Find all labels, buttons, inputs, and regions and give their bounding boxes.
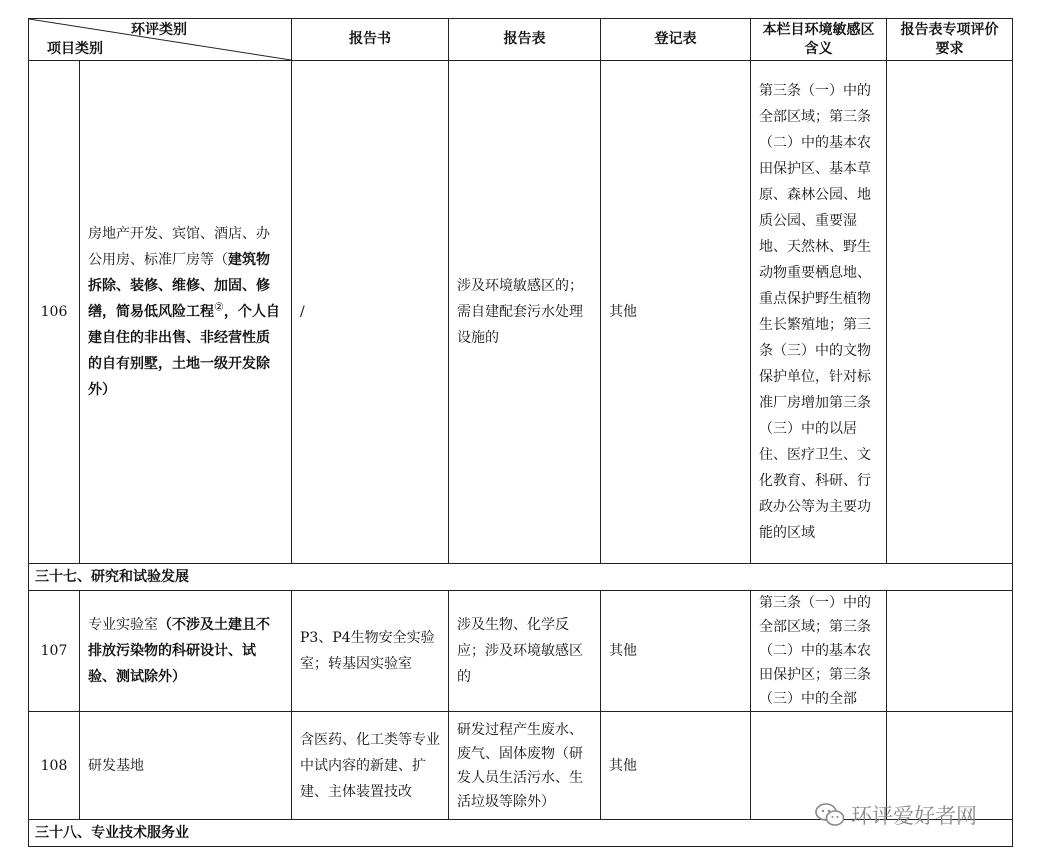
project-exclusion: （不涉及土建且不排放污染物的科研设计、试验、测试除外） bbox=[88, 617, 270, 685]
sensitive-area-cell: 第三条（一）中的全部区域；第三条（二）中的基本农田保护区、基本草原、森林公园、地质公园、重要湿地、天然林、野生动物重要栖息地、重点保护野生植物生长繁殖地；第三条（三）中的文物保护单位，针对标准厂房增加第三条（三）中的以居住、医疗卫生、文化教育、科研、行政办公等为主要功能的区域 bbox=[751, 61, 887, 564]
register-form-cell: 其他 bbox=[601, 591, 751, 712]
project-text: 房地产开发、宾馆、酒店、办公用房、标准厂房等（ bbox=[88, 226, 270, 268]
col-register-form: 登记表 bbox=[601, 19, 751, 61]
col-sensitive-area: 本栏目环境敏感区含义 bbox=[751, 19, 887, 61]
wechat-icon bbox=[815, 802, 845, 828]
sensitive-area-cell: 第三条（一）中的全部区域；第三条（二）中的基本农田保护区；第三条（三）中的全部 bbox=[751, 591, 887, 712]
col-report-form: 报告表 bbox=[449, 19, 601, 61]
row-number: 106 bbox=[29, 61, 80, 564]
diag-bottom-label: 项目类别 bbox=[47, 41, 103, 57]
row-number: 107 bbox=[29, 591, 80, 712]
register-form-cell: 其他 bbox=[601, 61, 751, 564]
report-book-cell: / bbox=[292, 61, 449, 564]
project-text: 专业实验室 bbox=[88, 617, 158, 633]
watermark-text: 环评爱好者网 bbox=[851, 804, 977, 828]
project-exclusion: 建筑物拆除、装修、维修、加固、修缮，简易低风险工程 bbox=[88, 252, 270, 320]
row-number: 108 bbox=[29, 712, 80, 820]
section-title: 三十七、研究和试验发展 bbox=[29, 564, 1013, 591]
footnote-mark: ② bbox=[214, 300, 224, 314]
register-form-cell: 其他 bbox=[601, 712, 751, 820]
table-row-107 bbox=[29, 591, 1013, 712]
special-req-cell bbox=[887, 61, 1013, 564]
col-report-book: 报告书 bbox=[292, 19, 449, 61]
project-exclusion-2: ，个人自建自住的非出售、非经营性质的自有别墅，土地一级开发除外） bbox=[88, 304, 280, 398]
col-special-req: 报告表专项评价要求 bbox=[887, 19, 1013, 61]
project-category bbox=[80, 591, 292, 712]
section-row-37 bbox=[29, 564, 1013, 591]
special-req-cell bbox=[887, 591, 1013, 712]
eia-classification-table bbox=[28, 18, 1013, 847]
diagonal-header-cell bbox=[29, 19, 292, 61]
section-title: 三十八、专业技术服务业 bbox=[29, 820, 1013, 847]
report-form-cell: 研发过程产生废水、废气、固体废物（研发人员生活污水、生活垃圾等除外） bbox=[449, 712, 601, 820]
report-form-cell: 涉及生物、化学反应；涉及环境敏感区的 bbox=[449, 591, 601, 712]
project-category bbox=[80, 61, 292, 564]
diag-top-label: 环评类别 bbox=[131, 22, 187, 38]
project-category: 研发基地 bbox=[80, 712, 292, 820]
table-row-106 bbox=[29, 61, 1013, 564]
watermark bbox=[815, 800, 977, 830]
report-book-cell: 含医药、化工类等专业中试内容的新建、扩建、主体装置技改 bbox=[292, 712, 449, 820]
header-row bbox=[29, 19, 1013, 61]
report-book-cell: P3、P4生物安全实验室；转基因实验室 bbox=[292, 591, 449, 712]
report-form-cell: 涉及环境敏感区的；需自建配套污水处理设施的 bbox=[449, 61, 601, 564]
